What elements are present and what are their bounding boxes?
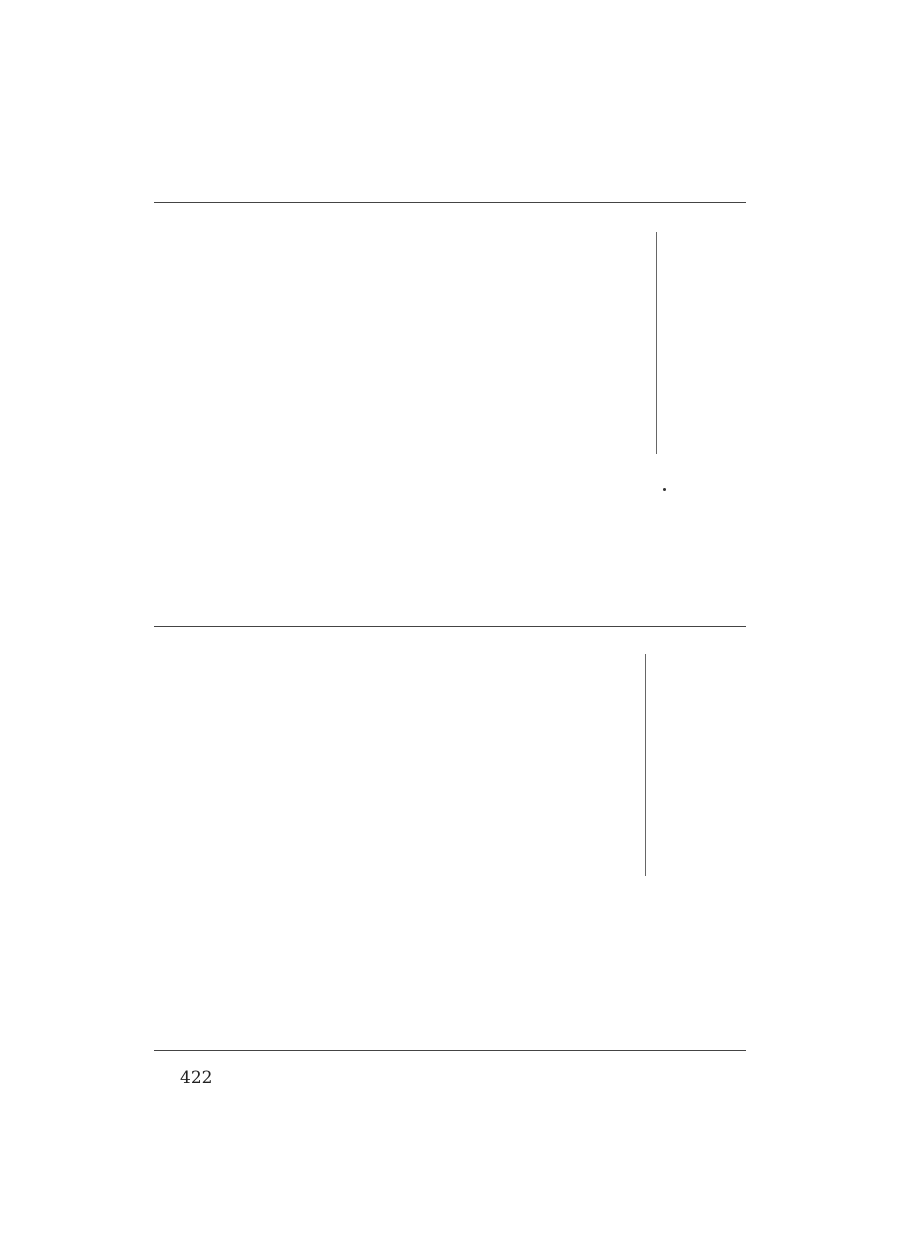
lower-footnote-separator	[645, 654, 646, 876]
stray-dot	[663, 488, 666, 491]
bottom-rule	[154, 1050, 746, 1051]
middle-rule	[154, 626, 746, 627]
page-number: 422	[180, 1068, 213, 1088]
upper-footnote-separator	[656, 232, 657, 454]
top-rule	[154, 202, 746, 203]
